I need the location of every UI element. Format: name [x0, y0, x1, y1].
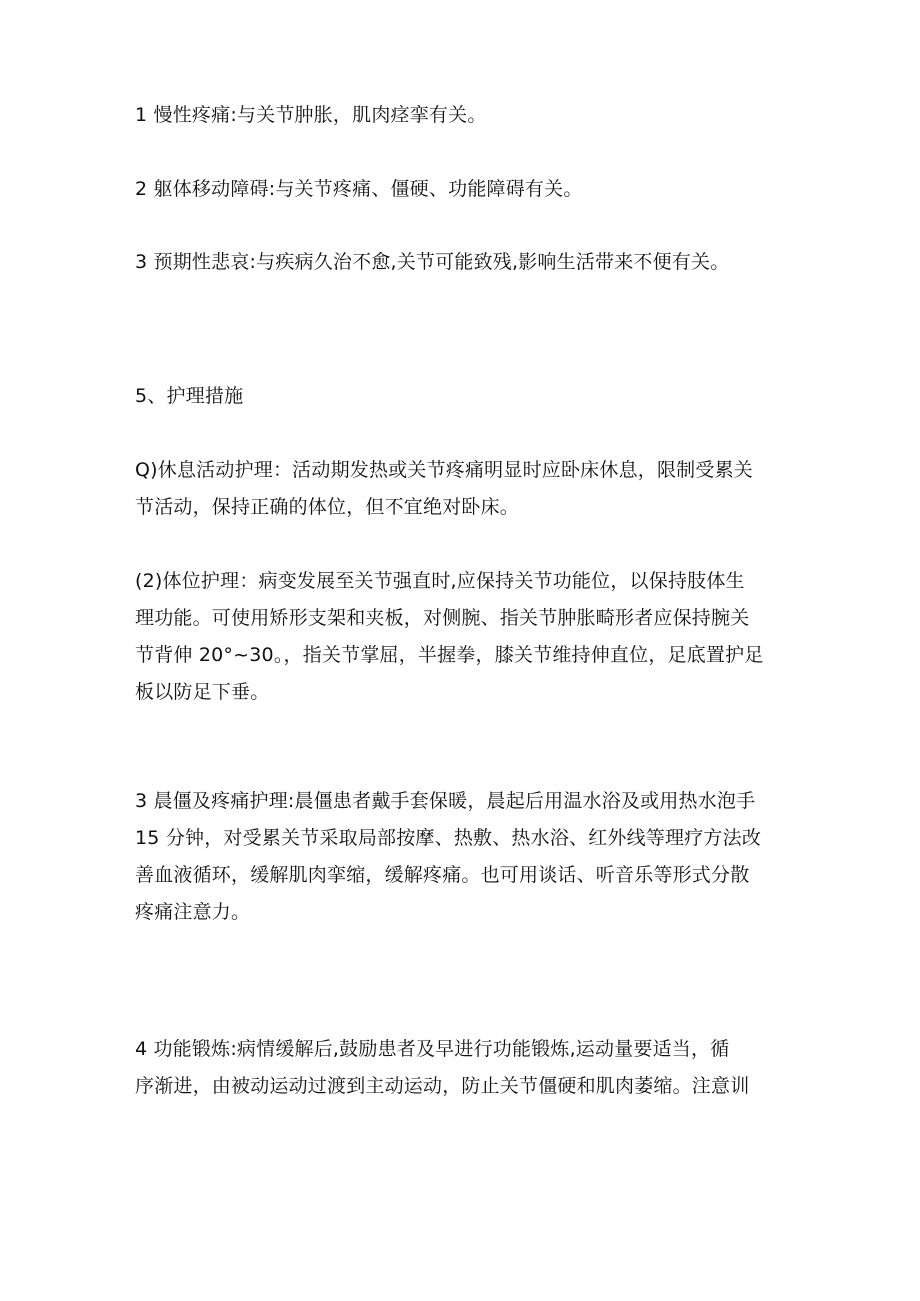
measure-position-care-line: 板以防足下垂。 — [135, 681, 270, 703]
measure-rest-activity — [135, 452, 790, 526]
measure-morning-stiffness-line: 3 晨僵及疼痛护理:晨僵患者戴手套保暖，晨起后用温水浴及或用热水泡手 — [135, 790, 756, 812]
diagnosis-1 — [135, 97, 790, 134]
diagnosis-2 — [135, 171, 790, 208]
measure-morning-stiffness — [135, 783, 790, 931]
diagnosis-3 — [135, 244, 790, 281]
measure-position-care-line: 节背伸 20°~30。，指关节掌屈，半握拳，膝关节维持伸直位，足底置护足 — [135, 644, 764, 666]
diagnosis-2-text: 2 躯体移动障碍:与关节疼痛、僵硬、功能障碍有关。 — [135, 178, 583, 200]
measure-morning-stiffness-line: 15 分钟，对受累关节采取局部按摩、热敷、热水浴、红外线等理疗方法改 — [135, 827, 762, 849]
measure-position-care — [135, 563, 790, 711]
measure-functional-exercise-line: 4 功能锻炼:病情缓解后,鼓励患者及早进行功能锻炼,运动量要适当，循 — [135, 1038, 730, 1060]
measure-morning-stiffness-line: 疼痛注意力。 — [135, 901, 251, 923]
diagnosis-3-text: 3 预期性悲哀:与疾病久治不愈,关节可能致残,影响生活带来不便有关。 — [135, 251, 730, 273]
section-heading — [135, 378, 790, 415]
measure-position-care-line: (2)体位护理：病变发展至关节强直时,应保持关节功能位，以保持肢体生 — [135, 570, 745, 592]
measure-position-care-line: 理功能。可使用矫形支架和夹板，对侧腕、指关节肿胀畸形者应保持腕关 — [135, 607, 750, 629]
measure-morning-stiffness-line: 善血液循环，缓解肌肉挛缩，缓解疼痛。也可用谈话、听音乐等形式分散 — [135, 864, 750, 886]
diagnosis-1-text: 1 慢性疼痛:与关节肿胀，肌肉痉挛有关。 — [135, 104, 487, 126]
measure-rest-activity-line: Q)休息活动护理：活动期发热或关节疼痛明显时应卧床休息，限制受累关 — [135, 459, 753, 481]
section-heading-text: 5、护理措施 — [135, 385, 244, 407]
measure-functional-exercise-line: 序渐进，由被动运动过渡到主动运动，防止关节僵硬和肌肉萎缩。注意训 — [135, 1075, 750, 1097]
measure-functional-exercise — [135, 1031, 790, 1105]
measure-rest-activity-line: 节活动，保持正确的体位，但不宜绝对卧床。 — [135, 496, 520, 518]
